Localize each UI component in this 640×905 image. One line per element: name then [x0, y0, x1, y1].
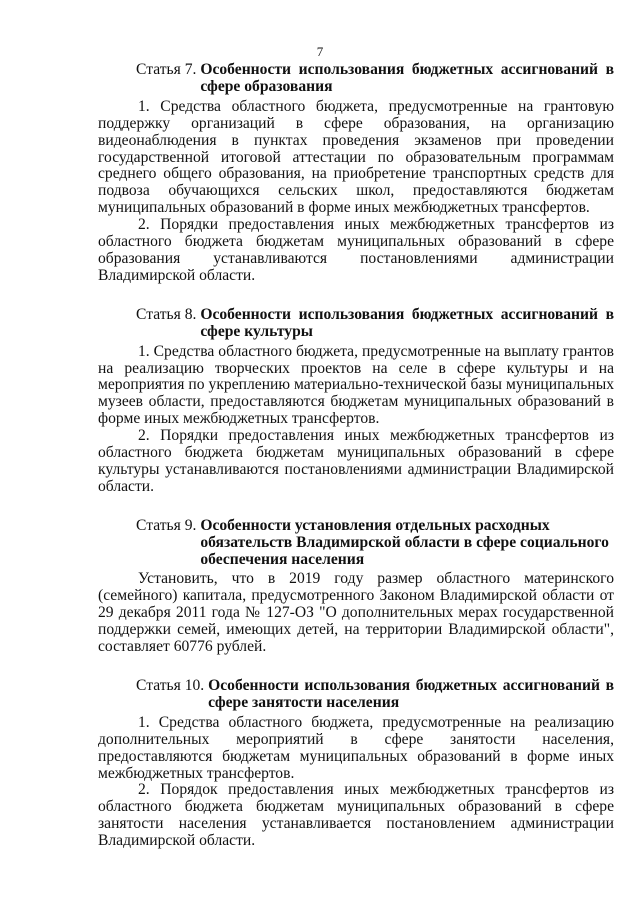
article-7-title: Особенности использования бюджетных ассигнований в сфере образования	[200, 61, 614, 95]
article-10-paragraph-1: 1. Средства областного бюджета, предусмотренные на реализацию дополнительных мероприятий в сфере занятости населения, предоставляются бюджетам муниципальных образований в форме иных межбюджетных трансфертов.	[98, 713, 614, 782]
article-9-paragraph-1: Установить, что в 2019 году размер областного материнского (семейного) капитала, предусмотренного Законом Владимирской области от 29 декабря 2011 года № 127-ОЗ "О дополнительных мерах государственной поддержки семей, имеющих детей, на территории Владимирской области", составляет 60776 рублей.	[98, 570, 614, 656]
article-9-title: Особенности установления отдельных расходных обязательств Владимирской области в сфере социального обеспечения населения	[200, 516, 609, 568]
article-8-paragraph-2: 2. Порядки предоставления иных межбюджетных трансфертов из областного бюджета бюджетам муниципальных образований в сфере культуры устанавливаются постановлениями администрации Владимирской области.	[98, 427, 614, 495]
article-7-heading	[98, 62, 614, 96]
article-10-heading	[98, 678, 614, 712]
document-body	[98, 62, 614, 850]
article-8-title: Особенности использования бюджетных ассигнований в сфере культуры	[200, 305, 614, 340]
article-9-heading	[98, 518, 614, 569]
article-10-paragraph-2: 2. Порядок предоставления иных межбюджетных трансфертов из областного бюджета бюджетам муниципальных образований в сфере занятости населения устанавливается постановлением администрации Владимирской области.	[98, 781, 614, 850]
article-8-label: Статья 8.	[136, 305, 197, 323]
page-number: 7	[316, 44, 324, 59]
article-7-paragraph-2: 2. Порядки предоставления иных межбюджетных трансфертов из областного бюджета бюджетам муниципальных образований в сфере образования устанавливаются постановлениями администрации Владимирской области.	[98, 216, 614, 284]
article-7-paragraph-1: 1. Средства областного бюджета, предусмотренные на грантовую поддержку организаций в сфере образования, на организацию видеонаблюдения в пунктах проведения экзаменов при проведении государственной итоговой аттестации по образовательным программам среднего общего образования, на приобретение транспортных средств для подвоза обучающихся сельских школ, предоставляются бюджетам муниципальных образований в форме иных межбюджетных трансфертов.	[98, 97, 614, 217]
article-8-heading	[98, 307, 614, 341]
article-7-label: Статья 7.	[136, 61, 197, 78]
article-10-label: Статья 10.	[136, 677, 205, 694]
article-8-paragraph-1: 1. Средства областного бюджета, предусмотренные на выплату грантов на реализацию творческих проектов на селе в сфере культуры и на мероприятия по укреплению материально-технической базы муниципальных музеев области, предоставляются бюджетам муниципальных образований в форме иных межбюджетных трансфертов.	[98, 342, 614, 428]
article-10-title: Особенности использования бюджетных ассигнований в сфере занятости населения	[208, 677, 614, 711]
article-9-label: Статья 9.	[136, 516, 197, 534]
